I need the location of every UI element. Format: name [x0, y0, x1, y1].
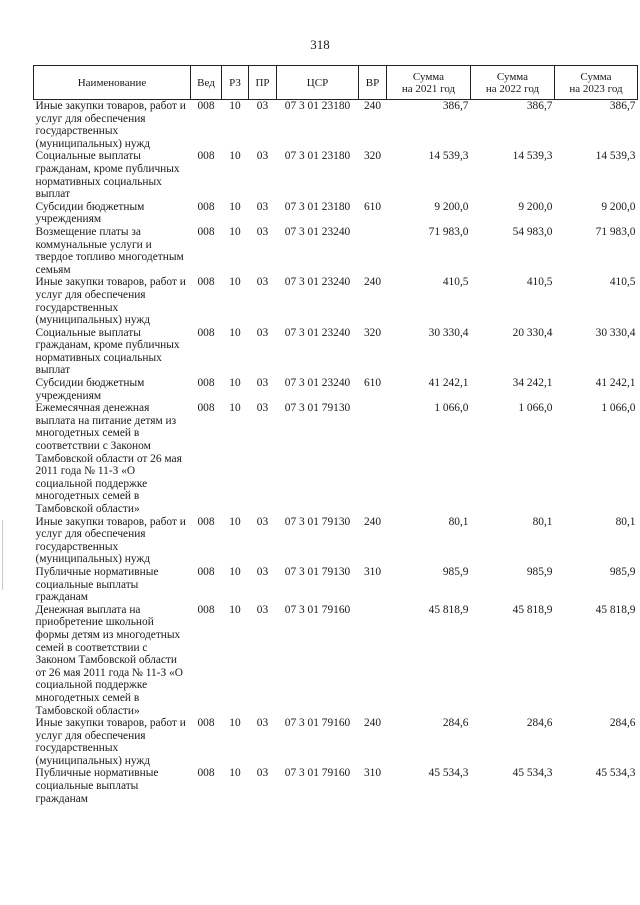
cell-pr: 03 [256, 225, 269, 238]
cell-vr [359, 226, 387, 276]
cell-vr [359, 402, 387, 515]
cell-ved: 008 [197, 767, 215, 780]
cell-csr: 07 3 01 79160 [284, 717, 351, 730]
cell-pr: 03 [256, 326, 269, 339]
cell-rz: 10 [229, 225, 241, 238]
table-row [34, 566, 638, 604]
cell-pr: 03 [256, 603, 269, 616]
header-ved: Вед [191, 66, 222, 100]
cell-csr: 07 3 01 23240 [284, 225, 351, 238]
cell-sum-2021: 386,7 [442, 100, 469, 112]
header-sum-2023: Сумма на 2023 год [555, 66, 638, 100]
cell-name: Иные закупки товаров, работ и услуг для обеспечения государственных (муниципальных) нужд [35, 717, 186, 767]
cell-name: Социальные выплаты гражданам, кроме публичных нормативных социальных выплат [35, 150, 180, 201]
cell-rz: 10 [229, 377, 241, 390]
cell-rz: 10 [229, 100, 241, 112]
cell-name: Возмещение платы за коммунальные услуги и твердое топливо многодетным семьям [35, 225, 184, 276]
cell-pr: 03 [256, 717, 269, 730]
cell-vr: 240 [363, 717, 382, 730]
table-row [34, 150, 638, 200]
header-pr: ПР [249, 66, 277, 100]
table-row [34, 604, 638, 717]
cell-pr: 03 [256, 377, 269, 390]
header-csr: ЦСР [277, 66, 359, 100]
cell-ved: 008 [197, 377, 215, 390]
table-row [34, 100, 638, 151]
cell-sum-2022: 985,9 [526, 565, 553, 578]
cell-vr: 310 [363, 767, 382, 780]
cell-rz: 10 [229, 717, 241, 730]
cell-ved: 008 [197, 200, 215, 213]
cell-sum-2023: 1 066,0 [601, 402, 636, 415]
cell-csr: 07 3 01 23240 [284, 326, 351, 339]
header-sum-2021: Сумма на 2021 год [387, 66, 471, 100]
table-header [34, 66, 638, 100]
cell-csr: 07 3 01 79130 [284, 402, 351, 415]
header-rz: РЗ [222, 66, 249, 100]
cell-pr: 03 [256, 150, 269, 163]
cell-vr: 240 [363, 515, 382, 528]
cell-sum-2023: 14 539,3 [595, 150, 636, 163]
cell-sum-2021: 284,6 [442, 717, 469, 730]
cell-csr: 07 3 01 23180 [284, 200, 351, 213]
cell-rz: 10 [229, 402, 241, 415]
cell-pr: 03 [256, 276, 269, 289]
cell-name: Публичные нормативные социальные выплаты гражданам [35, 565, 159, 604]
cell-sum-2022: 386,7 [526, 100, 553, 112]
cell-csr: 07 3 01 79160 [284, 603, 351, 616]
cell-ved: 008 [197, 150, 215, 163]
cell-sum-2023: 386,7 [609, 100, 636, 112]
cell-vr: 310 [363, 565, 382, 578]
cell-sum-2021: 41 242,1 [428, 377, 469, 390]
cell-sum-2022: 20 330,4 [512, 326, 553, 339]
header-name: Наименование [34, 66, 191, 100]
cell-vr [359, 604, 387, 717]
cell-csr: 07 3 01 23180 [284, 150, 351, 163]
cell-ved: 008 [197, 225, 215, 238]
cell-sum-2022: 9 200,0 [518, 200, 553, 213]
table-row [34, 377, 638, 402]
table-row [34, 717, 638, 767]
table-row [34, 276, 638, 326]
cell-sum-2022: 284,6 [526, 717, 553, 730]
cell-name: Публичные нормативные социальные выплаты гражданам [35, 767, 159, 805]
cell-sum-2022: 34 242,1 [512, 377, 553, 390]
cell-sum-2023: 284,6 [609, 717, 636, 730]
cell-csr: 07 3 01 79160 [284, 767, 351, 780]
cell-csr: 07 3 01 79130 [284, 515, 351, 528]
cell-pr: 03 [256, 565, 269, 578]
cell-csr: 07 3 01 79130 [284, 565, 351, 578]
cell-pr: 03 [256, 100, 269, 112]
cell-sum-2021: 985,9 [442, 565, 469, 578]
cell-sum-2022: 45 534,3 [512, 767, 553, 780]
cell-pr: 03 [256, 515, 269, 528]
cell-sum-2022: 80,1 [532, 515, 553, 528]
cell-sum-2021: 14 539,3 [428, 150, 469, 163]
cell-sum-2022: 410,5 [526, 276, 553, 289]
cell-ved: 008 [197, 717, 215, 730]
cell-sum-2022: 14 539,3 [512, 150, 553, 163]
cell-name: Ежемесячная денежная выплата на питание детям из многодетных семей в соответствии с Законом Тамбовской области от 26 мая 2011 года № 11-З «О социальной поддержке многодетных семей в Тамбовской области» [35, 402, 182, 515]
cell-sum-2023: 80,1 [615, 515, 636, 528]
header-sum-2022: Сумма на 2022 год [471, 66, 555, 100]
cell-sum-2023: 41 242,1 [595, 377, 636, 390]
cell-rz: 10 [229, 603, 241, 616]
cell-rz: 10 [229, 515, 241, 528]
scan-edge-mark [2, 520, 3, 590]
cell-sum-2023: 985,9 [609, 565, 636, 578]
cell-vr: 240 [363, 276, 382, 289]
cell-sum-2023: 30 330,4 [595, 326, 636, 339]
table-row [34, 327, 638, 377]
cell-sum-2021: 80,1 [448, 515, 469, 528]
cell-name: Иные закупки товаров, работ и услуг для обеспечения государственных (муниципальных) нужд [35, 276, 186, 327]
cell-sum-2021: 1 066,0 [434, 402, 469, 415]
cell-sum-2021: 71 983,0 [428, 225, 469, 238]
cell-rz: 10 [229, 767, 241, 780]
cell-sum-2023: 410,5 [609, 276, 636, 289]
cell-pr: 03 [256, 767, 269, 780]
table-body [34, 100, 638, 806]
cell-ved: 008 [197, 100, 215, 112]
table-row [34, 516, 638, 566]
cell-vr: 240 [363, 100, 382, 112]
cell-sum-2023: 45 818,9 [595, 603, 636, 616]
page-number: 318 [310, 37, 330, 52]
cell-ved: 008 [197, 402, 215, 415]
cell-sum-2023: 45 534,3 [595, 767, 636, 780]
cell-csr: 07 3 01 23240 [284, 276, 351, 289]
cell-ved: 008 [197, 276, 215, 289]
header-vr: ВР [359, 66, 387, 100]
cell-ved: 008 [197, 326, 215, 339]
cell-rz: 10 [229, 276, 241, 289]
cell-sum-2023: 9 200,0 [601, 200, 636, 213]
cell-name: Иные закупки товаров, работ и услуг для обеспечения государственных (муниципальных) нужд [35, 515, 186, 566]
cell-rz: 10 [229, 200, 241, 213]
cell-name: Социальные выплаты гражданам, кроме публичных нормативных социальных выплат [35, 326, 180, 377]
cell-vr: 610 [363, 377, 382, 390]
table-row [34, 402, 638, 515]
budget-table [33, 65, 638, 805]
cell-sum-2022: 45 818,9 [512, 603, 553, 616]
cell-vr: 610 [363, 200, 382, 213]
cell-csr: 07 3 01 23180 [284, 100, 351, 112]
cell-name: Иные закупки товаров, работ и услуг для обеспечения государственных (муниципальных) нужд [35, 100, 186, 150]
cell-name: Денежная выплата на приобретение школьной формы детям из многодетных семей в соответствии с Законом Тамбовской области от 26 мая 2011 года № 11-З «О социальной поддержке многодетных семей в Тамбовской области» [35, 603, 183, 717]
cell-ved: 008 [197, 603, 215, 616]
cell-rz: 10 [229, 565, 241, 578]
cell-ved: 008 [197, 515, 215, 528]
table-row [34, 201, 638, 226]
table-row [34, 767, 638, 805]
cell-name: Субсидии бюджетным учреждениям [35, 200, 145, 226]
cell-vr: 320 [363, 326, 382, 339]
cell-rz: 10 [229, 150, 241, 163]
cell-sum-2021: 410,5 [442, 276, 469, 289]
cell-pr: 03 [256, 402, 269, 415]
cell-csr: 07 3 01 23240 [284, 377, 351, 390]
cell-vr: 320 [363, 150, 382, 163]
cell-sum-2021: 30 330,4 [428, 326, 469, 339]
cell-ved: 008 [197, 565, 215, 578]
cell-sum-2022: 54 983,0 [512, 225, 553, 238]
cell-name: Субсидии бюджетным учреждениям [35, 377, 145, 402]
cell-sum-2023: 71 983,0 [595, 225, 636, 238]
cell-sum-2021: 45 818,9 [428, 603, 469, 616]
cell-sum-2021: 9 200,0 [434, 200, 469, 213]
cell-rz: 10 [229, 326, 241, 339]
cell-sum-2022: 1 066,0 [518, 402, 553, 415]
cell-sum-2021: 45 534,3 [428, 767, 469, 780]
cell-pr: 03 [256, 200, 269, 213]
table-row [34, 226, 638, 276]
